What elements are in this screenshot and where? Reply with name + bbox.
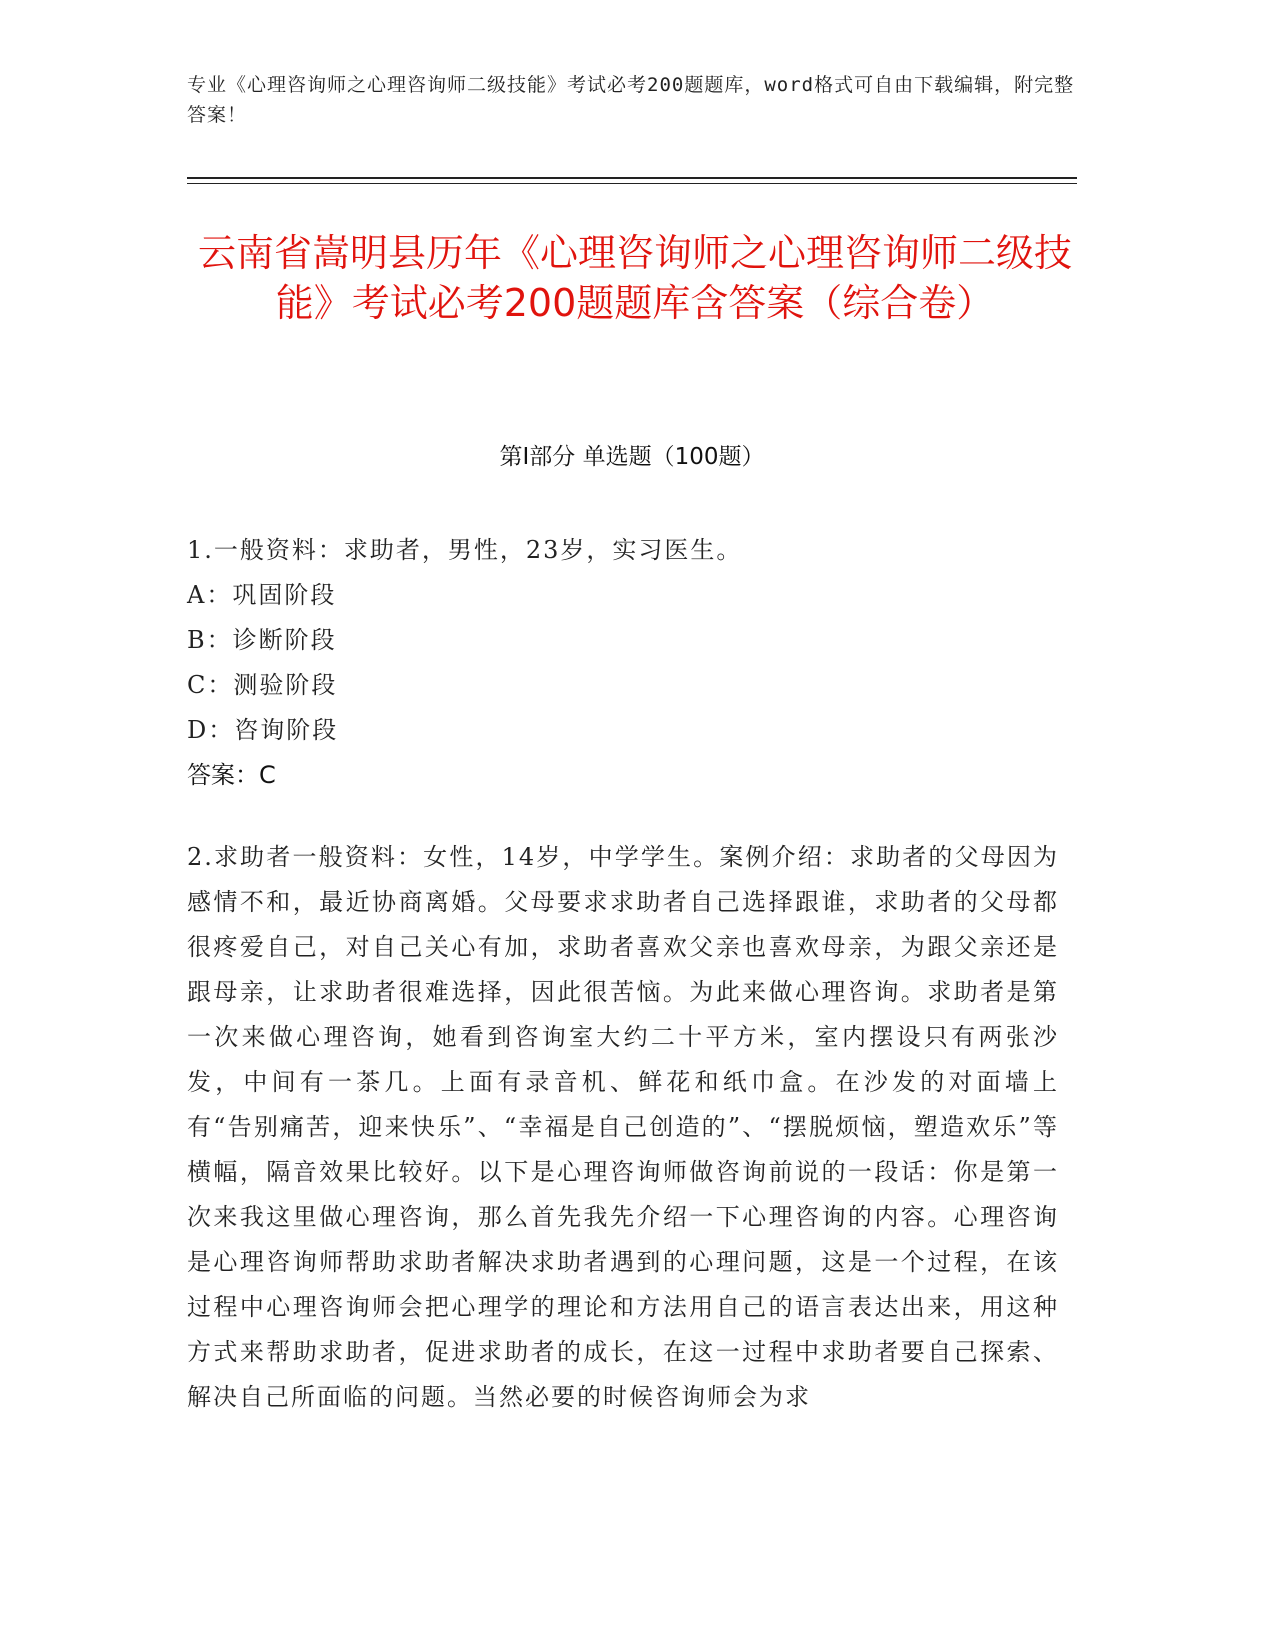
option-b: B：诊断阶段 [187, 626, 337, 654]
question-1-answer: 答案：C [187, 761, 276, 789]
question-2-stem: 2.求助者一般资料：女性，14岁，中学学生。案例介绍：求助者的父母因为感情不和，最近协商离婚。父母要求求助者自己选择跟谁，求助者的父母都很疼爱自己，对自己关心有加，求助者喜欢父亲也喜欢母亲，为跟父亲还是跟母亲，让求助者很难选择，因此很苦恼。为此来做心理咨询。求助者是第一次来做心理咨询，她看到咨询室大约二十平方米，室内摆设只有两张沙发，中间有一茶几。上面有录音机、鲜花和纸巾盒。在沙发的对面墙上有“告别痛苦，迎来快乐”、“幸福是自己创造的”、“摆脱烦恼，塑造欢乐”等横幅，隔音效果比较好。以下是心理咨询师做咨询前说的一段话：你是第一次来我这里做心理咨询，那么首先我先介绍一下心理咨询的内容。心理咨询是心理咨询师帮助求助者解决求助者遇到的心理问题，这是一个过程，在该过程中心理咨询师会把心理学的理论和方法用自己的语言表达出来，用这种方式来帮助求助者，促进求助者的成长，在这一过程中求助者要自己探索、解决自己所面临的问题。当然必要的时候咨询师会为求 [187, 843, 1059, 1411]
document-title: 云南省嵩明县历年《心理咨询师之心理咨询师二级技能》考试必考200题题库含答案（综合卷） [197, 231, 1072, 325]
option-c: C：测验阶段 [187, 671, 338, 699]
question-1-stem: 1.一般资料：求助者，男性，23岁，实习医生。 [187, 536, 743, 564]
option-d: D：咨询阶段 [187, 716, 339, 744]
section-heading: 第Ⅰ部分 单选题（100题） [499, 444, 765, 470]
header-divider-thick [187, 177, 1077, 179]
header-note: 专业《心理咨询师之心理咨询师二级技能》考试必考200题题库，word格式可自由下载编辑，附完整答案！ [187, 74, 1075, 126]
option-a: A：巩固阶段 [187, 581, 337, 609]
header-divider-thin [187, 183, 1077, 184]
question-1 [187, 528, 1077, 798]
